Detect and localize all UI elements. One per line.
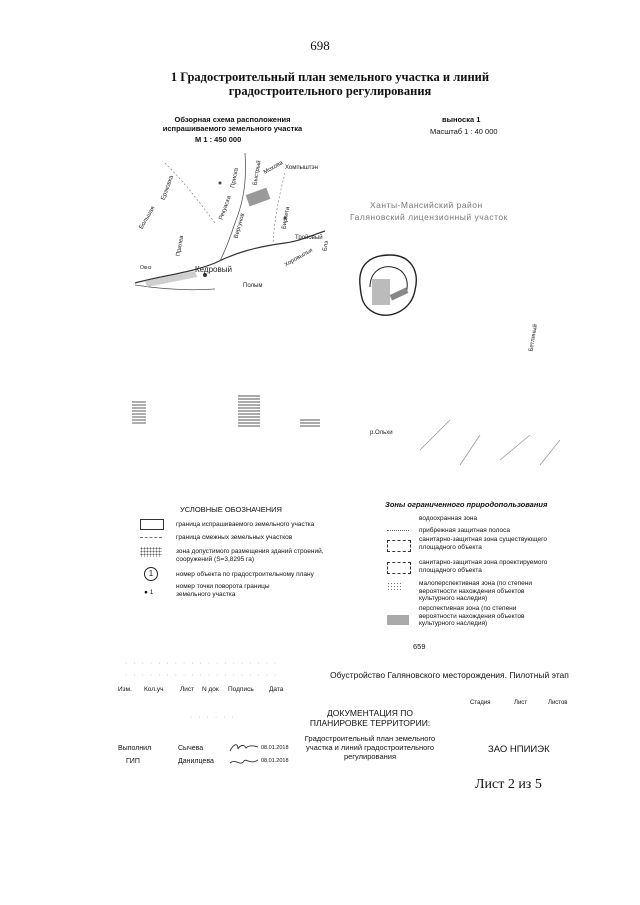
legend-item: зона допустимого размещения зданий строений, сооружений (S=3,8295 га) <box>176 548 324 563</box>
col-ndok: N док <box>202 686 219 693</box>
stamp-dots: · · · · · · · · · · · · · · · · · · · <box>125 672 279 679</box>
project-name: Обустройство Галяновского месторождения. Пилотный этап <box>330 670 569 680</box>
sanitary-projected-swatch <box>387 562 411 574</box>
overview-map <box>135 115 331 295</box>
detail-map-scale: Масштаб 1 : 40 000 <box>430 127 498 136</box>
stamp-dots: · · · · · · <box>190 714 236 721</box>
overview-label: Большая <box>138 205 157 231</box>
sheet-code: 659 <box>413 642 426 651</box>
building-zone-swatch <box>140 547 162 557</box>
overview-label: Вергунов <box>233 212 247 240</box>
overview-label: Окнэ <box>140 265 152 271</box>
adjacent-boundary-swatch <box>140 537 162 538</box>
prospect-swatch <box>387 615 409 625</box>
legend-item: номер объекта по градостроительному плану <box>176 571 314 578</box>
legend <box>140 505 360 615</box>
point-number: 1 <box>149 589 154 596</box>
object-number-symbol: 1 <box>144 567 158 581</box>
signature <box>228 755 260 769</box>
stamp-row-performed <box>118 745 298 757</box>
legend-heading: УСЛОВНЫЕ ОБОЗНАЧЕНИЯ <box>180 505 282 514</box>
zones-legend <box>385 500 555 640</box>
zone-item: перспективная зона (по степени вероятности нахождения объектов культурного наследия) <box>419 605 525 627</box>
overview-label: Ерэковка <box>160 174 176 202</box>
overview-label: Мохова <box>262 160 285 176</box>
stamp-dots: · · · · · · · · · · · · · · · · · · · <box>125 660 279 667</box>
sheet-title: Градостроительный план земельного участка и линий градостроительного регулирования <box>304 734 436 761</box>
detail-map-bottom-label: р.Ольхи <box>370 430 393 436</box>
doc-type: ДОКУМЕНТАЦИЯ ПО ПЛАНИРОВКЕ ТЕРРИТОРИИ: <box>309 708 431 728</box>
col-stage: Стадия <box>470 700 491 706</box>
point-number-symbol: ● 1 <box>144 589 154 596</box>
col-sign: Подпись <box>228 686 254 693</box>
overview-map-heading: Обзорная схема расположения испрашиваемого земельного участка <box>162 115 303 133</box>
overview-label: Рекуаска <box>218 195 233 221</box>
map-hatching <box>120 390 560 470</box>
overview-map-scale: М 1 : 450 000 <box>195 135 242 144</box>
zone-item: санитарно-защитная зона существующего площадного объекта <box>419 536 547 551</box>
overview-label: Прилев <box>175 235 186 257</box>
legend-item: граница смежных земельных участков <box>176 534 293 541</box>
name: Данилцева <box>178 758 214 765</box>
role: Выполнил <box>118 745 152 752</box>
overview-label-kedrovy: Кедровый <box>195 265 232 274</box>
col-sheets: Листов <box>548 700 568 706</box>
overview-label: Тройовый <box>295 235 323 241</box>
col-kol: Кол.уч <box>144 686 164 693</box>
sanitary-existing-swatch <box>387 540 411 552</box>
col-sheet: Лист <box>514 700 528 706</box>
col-izm: Изм. <box>118 686 132 693</box>
overview-label: Хоровыльи <box>283 247 314 269</box>
document-title: 1 Градостроительный план земельного участка и линий градостроительного регулирования <box>170 70 490 98</box>
date: 08.01.2018 <box>261 758 289 764</box>
detail-map-heading: выноска 1 <box>442 115 481 124</box>
signature <box>228 741 260 755</box>
overview-label: Блэ <box>322 240 331 252</box>
detail-map-side-label: Бетлиный <box>528 323 540 353</box>
role: ГИП <box>126 758 140 765</box>
stage-cols <box>470 700 580 710</box>
overview-label: Полым <box>243 283 263 289</box>
overview-label: Хомпыштэн <box>285 165 318 171</box>
overview-label: Приска <box>230 167 240 189</box>
col-date: Дата <box>269 686 284 693</box>
col-list: Лист <box>180 686 195 693</box>
legend-item: граница испрашиваемого земельного участка <box>176 521 315 528</box>
zone-item: прибрежная защитная полоса <box>419 527 510 534</box>
legend-item: номер точки поворота границы земельного участка <box>176 583 270 598</box>
low-prospect-swatch <box>387 582 403 592</box>
stamp-row-gip <box>118 758 298 770</box>
detail-map-region: Ханты-Мансийский район <box>370 200 483 210</box>
date: 08.01.2018 <box>261 745 289 751</box>
plot-boundary-swatch <box>140 519 164 530</box>
detail-map-area: Галяновский лицензионный участок <box>350 212 508 222</box>
zones-heading: Зоны ограниченного природопользования <box>385 500 548 509</box>
name: Сычева <box>178 745 204 752</box>
zone-item: санитарно-защитная зона проектируемого площадного объекта <box>419 559 548 574</box>
page-number: 698 <box>310 38 330 53</box>
overview-label: Бирхета <box>281 206 292 230</box>
sheet-footer: Лист 2 из 5 <box>475 777 542 792</box>
stamp-header <box>118 686 293 696</box>
zone-item: водоохранная зона <box>419 515 478 522</box>
company-name: ЗАО НПИИЭК <box>488 744 550 755</box>
coastal-strip-swatch <box>387 530 409 531</box>
zone-item: малоперспективная зона (по степени вероятности нахождения объектов культурного наследия) <box>419 580 532 602</box>
overview-label: Быстрый <box>252 160 263 186</box>
